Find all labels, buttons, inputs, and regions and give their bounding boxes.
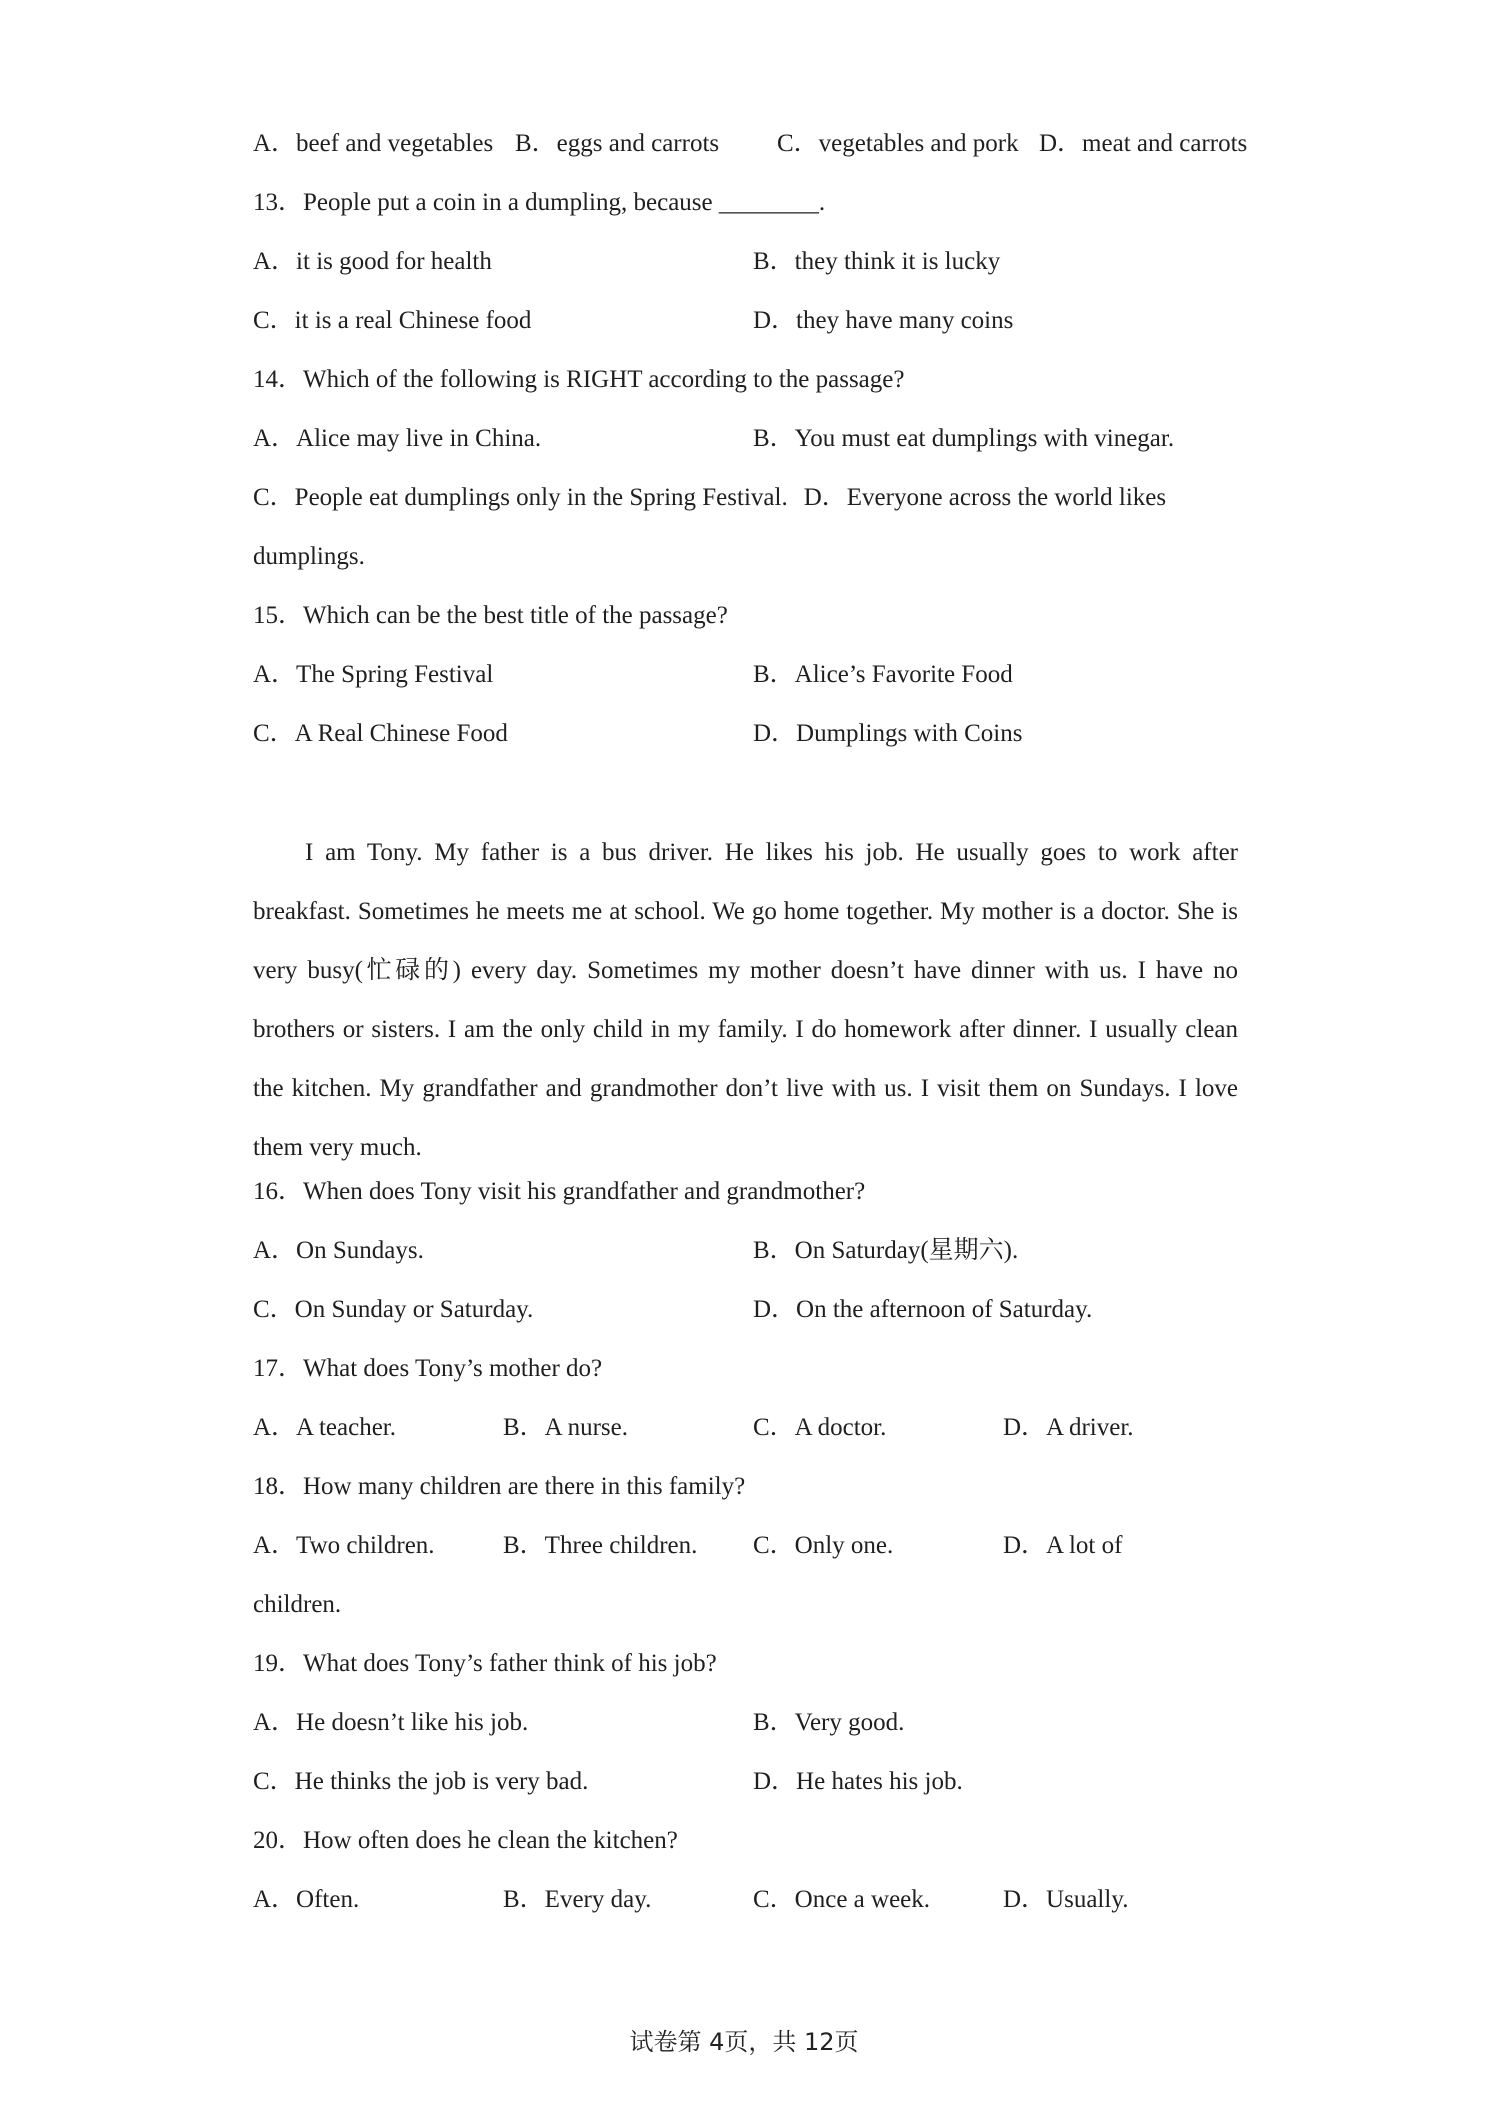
q12-option-d: D．meat and carrots — [1039, 130, 1248, 157]
q19-option-d: D．He hates his job. — [753, 1768, 963, 1795]
q13-options-row1 — [253, 240, 1253, 299]
q15-options-row2 — [253, 712, 1253, 771]
q15-stem: 15．Which can be the best title of the passage? — [253, 602, 728, 629]
q20-option-a: A．Often. — [253, 1886, 360, 1913]
q16-option-d: D．On the afternoon of Saturday. — [753, 1296, 1093, 1323]
page-content — [253, 122, 1253, 1937]
q18-option-a: A．Two children. — [253, 1532, 435, 1559]
q18-option-d: D．A lot of — [1003, 1532, 1123, 1559]
q15-option-b: B．Alice’s Favorite Food — [753, 661, 1013, 688]
q19-stem: 19．What does Tony’s father think of his job? — [253, 1650, 717, 1677]
q14-option-a: A．Alice may live in China. — [253, 425, 542, 452]
page-footer: 试卷第 4页，共 12页 — [629, 2028, 859, 2056]
q15-option-a: A．The Spring Festival — [253, 661, 494, 688]
q13-option-a: A．it is good for health — [253, 248, 492, 275]
q19-options-row2 — [253, 1760, 1253, 1819]
q15-option-c: C．A Real Chinese Food — [253, 720, 508, 747]
q16-option-b: B．On Saturday(星期六). — [753, 1237, 1019, 1264]
q13-option-d: D．they have many coins — [753, 307, 1014, 334]
q14-option-b: B．You must eat dumplings with vinegar. — [753, 425, 1175, 452]
q16-option-c: C．On Sunday or Saturday. — [253, 1296, 534, 1323]
q17-option-b: B．A nurse. — [503, 1414, 629, 1441]
q16-option-a: A．On Sundays. — [253, 1237, 424, 1264]
q19-option-c: C．He thinks the job is very bad. — [253, 1768, 589, 1795]
q12-option-c: C．vegetables and pork — [777, 130, 1019, 157]
q20-options — [253, 1878, 1253, 1937]
q15-options-row1 — [253, 653, 1253, 712]
q14-stem: 14．Which of the following is RIGHT according to the passage? — [253, 366, 905, 393]
q13-option-c: C．it is a real Chinese food — [253, 307, 532, 334]
q20-option-b: B．Every day. — [503, 1886, 652, 1913]
q14-option-d: D．Everyone across the world likes — [803, 484, 1167, 511]
q18-option-d-continued: children. — [253, 1591, 342, 1618]
q16-stem: 16．When does Tony visit his grandfather and grandmother? — [253, 1178, 866, 1205]
q13-option-b: B．they think it is lucky — [753, 248, 1001, 275]
q17-option-d: D．A driver. — [1003, 1414, 1134, 1441]
q13-options-row2 — [253, 299, 1253, 358]
q18-option-c: C．Only one. — [753, 1532, 894, 1559]
q16-options-row2 — [253, 1288, 1253, 1347]
q17-options — [253, 1406, 1253, 1465]
section-gap — [253, 771, 1253, 830]
q18-options — [253, 1524, 1253, 1583]
reading-passage: I am Tony. My father is a bus driver. He likes his job. He usually goes to work after breakfast. Sometimes he meets me at school. We go home together. My mother is a doctor. She is very busy(忙碌的) every day. Sometimes my mother doesn’t have dinner with us. I have no brothers or sisters. I am the only child in my family. I do homework after dinner. I usually clean the kitchen. My grandfather and grandmother don’t live with us. I visit them on Sundays. I love them very much. — [253, 839, 1238, 1161]
q17-stem: 17．What does Tony’s mother do? — [253, 1355, 603, 1382]
q17-option-a: A．A teacher. — [253, 1414, 397, 1441]
q19-option-a: A．He doesn’t like his job. — [253, 1709, 529, 1736]
q16-options-row1 — [253, 1229, 1253, 1288]
q12-options — [253, 122, 1253, 181]
q20-option-c: C．Once a week. — [753, 1886, 931, 1913]
q17-option-c: C．A doctor. — [753, 1414, 887, 1441]
q19-options-row1 — [253, 1701, 1253, 1760]
q18-stem: 18．How many children are there in this family? — [253, 1473, 746, 1500]
q20-option-d: D．Usually. — [1003, 1886, 1129, 1913]
q18-option-b: B．Three children. — [503, 1532, 698, 1559]
q20-stem: 20．How often does he clean the kitchen? — [253, 1827, 678, 1854]
q14-option-c: C．People eat dumplings only in the Spring Festival. — [253, 484, 788, 511]
q14-options-row2 — [253, 476, 1253, 535]
q12-option-b: B．eggs and carrots — [515, 130, 720, 157]
q12-option-a: A．beef and vegetables — [253, 130, 494, 157]
q13-stem: 13．People put a coin in a dumpling, because ________. — [253, 189, 826, 216]
q19-option-b: B．Very good. — [753, 1709, 905, 1736]
q14-option-d-continued: dumplings. — [253, 543, 365, 570]
q14-options-row1 — [253, 417, 1253, 476]
q15-option-d: D．Dumplings with Coins — [753, 720, 1023, 747]
